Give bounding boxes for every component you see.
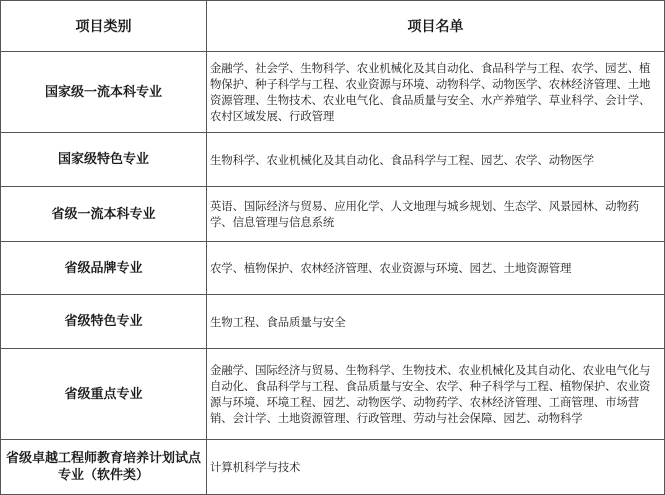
header-names: 项目名单 <box>207 1 665 52</box>
table-row <box>1 295 665 349</box>
row-names: 农学、植物保护、农林经济管理、农业资源与环境、园艺、土地资源管理 <box>207 242 665 295</box>
row-category: 省级一流本科专业 <box>1 187 207 242</box>
row-names: 生物工程、食品质量与安全 <box>207 295 665 349</box>
row-names: 生物科学、农业机械化及其自动化、食品科学与工程、园艺、农学、动物医学 <box>207 133 665 187</box>
table-row <box>1 440 665 495</box>
row-names: 计算机科学与技术 <box>207 440 665 495</box>
row-category: 省级特色专业 <box>1 295 207 349</box>
row-names: 金融学、国际经济与贸易、生物科学、生物技术、农业机械化及其自动化、农业电气化与自动化、食品科学与工程、食品质量与安全、农学、种子科学与工程、植物保护、农业资源与环境、环境工程、园艺、动物医学、动物药学、农林经济管理、工商管理、市场营销、会计学、土地资源管理、行政管理、劳动与社会保障、园艺、动物科学 <box>207 349 665 440</box>
row-category: 国家级一流本科专业 <box>1 52 207 133</box>
table-row <box>1 349 665 440</box>
row-category: 省级卓越工程师教育培养计划试点专业（软件类） <box>1 440 207 495</box>
row-category: 省级重点专业 <box>1 349 207 440</box>
row-category: 国家级特色专业 <box>1 133 207 187</box>
row-names: 英语、国际经济与贸易、应用化学、人文地理与城乡规划、生态学、风景园林、动物药学、信息管理与信息系统 <box>207 187 665 242</box>
row-names: 金融学、社会学、生物科学、农业机械化及其自动化、食品科学与工程、农学、园艺、植物保护、种子科学与工程、农业资源与环境、动物科学、动物医学、农林经济管理、土地资源管理、生物技术、农业电气化、食品质量与安全、水产养殖学、草业科学、会计学、农村区域发展、行政管理 <box>207 52 665 133</box>
row-category: 省级品牌专业 <box>1 242 207 295</box>
table-header-row <box>1 1 665 52</box>
table-row <box>1 52 665 133</box>
header-category: 项目类别 <box>1 1 207 52</box>
table-row <box>1 242 665 295</box>
table-row <box>1 187 665 242</box>
table-row <box>1 133 665 187</box>
